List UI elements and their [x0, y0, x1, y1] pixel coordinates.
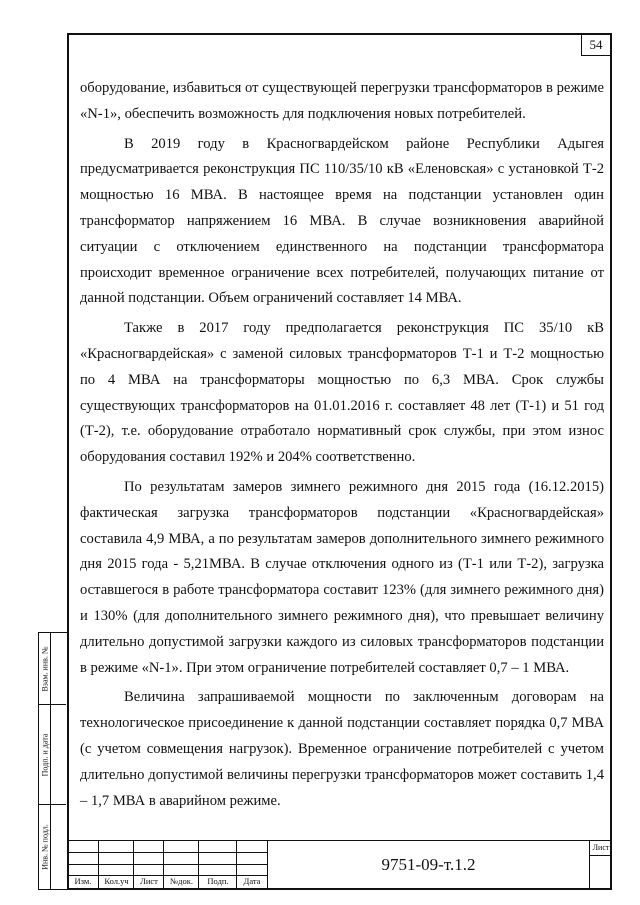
document-body [80, 76, 604, 814]
header-kol-uch: Кол.уч [104, 876, 129, 886]
stamp-cell-podp [39, 705, 66, 805]
paragraph: Величина запрашиваемой мощности по заключенным договорам на технологическое присоединение к данной подстанции составляет порядка 0,7 МВА (с учетом совмещения нагрузок). Временное ограничение потребителей с учетом длительно допустимой величины перегрузки трансформаторов может составить 1,4 – 1,7 МВА в аварийном режиме. [80, 689, 604, 809]
paragraph: В 2019 году в Красногвардейском районе Республики Адыгея предусматривается реконструкция ПС 110/35/10 кВ «Еленовская» с установкой Т-2 мощностью 16 МВА. В настоящее время на подстанции установлен один трансформатор напряжением 16 МВА. В случае возникновения аварийной ситуации с отключением единственного на подстанции трансформатора происходит временное ограничение всех потребителей, получающих питание от данной подстанции. Объем ограничений составляет 14 МВА. [80, 135, 604, 307]
title-block [67, 840, 612, 890]
sheet-cell [589, 841, 612, 889]
sheet-label: Лист [590, 841, 612, 856]
header-list: Лист [140, 876, 158, 886]
stamp-cell-inv [39, 805, 66, 889]
stamp-cell-vzam [39, 633, 66, 705]
margin-stamp [38, 632, 67, 890]
header-data: Дата [243, 876, 261, 886]
paragraph: Также в 2017 году предполагается реконструкция ПС 35/10 кВ «Красногвардейская» с заменой силовых трансформаторов Т-1 и Т-2 мощностью по 4 МВА на трансформаторы мощностью по 6,3 МВА. Срок службы существующих трансформаторов на 01.01.2016 г. составляет 48 лет (Т-1) и 51 год (Т-2), т.е. оборудование отработало нормативный срок службы, при этом износ оборудования составил 192% и 204% соответственно. [80, 320, 604, 466]
header-podp: Подп. [207, 876, 229, 886]
paragraph: По результатам замеров зимнего режимного дня 2015 года (16.12.2015) фактическая загрузка трансформаторов подстанции «Красногвардейская» составила 4,9 МВА, а по результатам замеров дополнительного зимнего режимного дня 2015 года - 5,21МВА. В случае отключения одного из (Т-1 или Т-2), загрузка оставшегося в работе трансформатора составит 123% (для зимнего режимного дня) и 130% (для дополнительного зимнего режимного дня), что превышает величину длительно допустимой загрузки каждого из силовых трансформаторов подстанции в режиме «N-1». При этом ограничение потребителей составляет 0,7 – 1 МВА. [80, 478, 604, 676]
stamp-label-inv: Инв. № подл. [40, 824, 49, 870]
page-number: 54 [581, 35, 610, 56]
document-code-cell [267, 841, 589, 889]
header-ndok: №док. [170, 876, 193, 886]
stamp-label-podp: Подп. и дата [40, 733, 49, 776]
header-izm: Изм. [74, 876, 92, 886]
paragraph: оборудование, избавиться от существующей перегрузки трансформаторов в режиме «N-1», обеспечить возможность для подключения новых потребителей. [80, 80, 604, 122]
stamp-label-vzam: Взам. инв. № [40, 645, 49, 692]
document-code: 9751-09-т.1.2 [381, 855, 476, 874]
revision-grid [67, 841, 267, 889]
